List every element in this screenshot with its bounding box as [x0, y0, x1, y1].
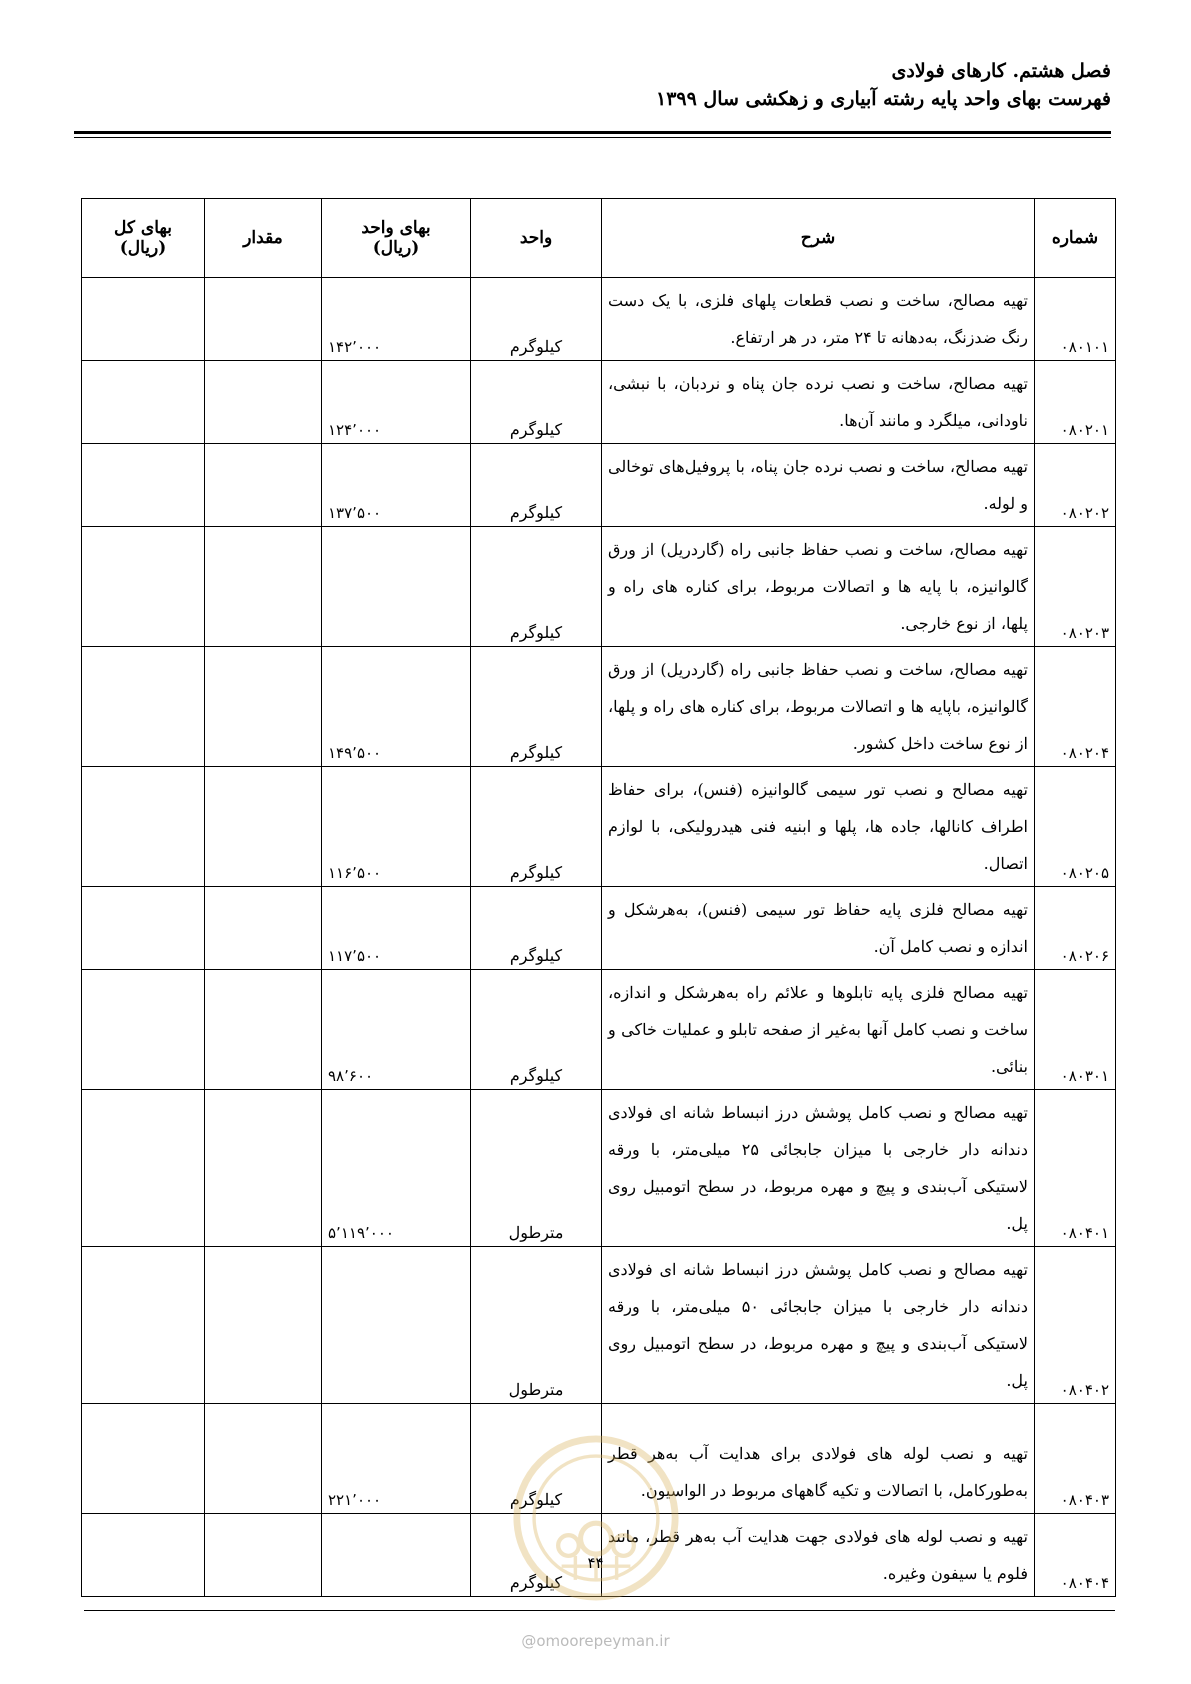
- row-code: ۰۸۰۲۰۶: [1035, 887, 1116, 970]
- row-code: ۰۸۰۲۰۴: [1035, 647, 1116, 767]
- header-unit-price-line2: (ریال): [372, 238, 420, 258]
- row-unit-price: ۱۱۷٬۵۰۰: [322, 887, 471, 970]
- row-unit-price: ۵٬۱۱۹٬۰۰۰: [322, 1090, 471, 1247]
- row-total-price: [82, 1090, 205, 1247]
- row-quantity: [205, 647, 322, 767]
- row-code: ۰۸۰۲۰۱: [1035, 361, 1116, 444]
- row-unit: مترطول: [471, 1090, 602, 1247]
- row-description: تهیه مصالح، ساخت و نصب قطعات پلهای فلزی، با یک دست رنگ ضدزنگ، به‌دهانه تا ۲۴ متر، در هر ارتفاع.: [602, 278, 1035, 361]
- row-unit-price: ۲۲۱٬۰۰۰: [322, 1404, 471, 1514]
- row-total-price: [82, 527, 205, 647]
- table-row: [82, 767, 1116, 887]
- row-description: تهیه مصالح فلزی پایه تابلوها و علائم راه به‌هرشکل و اندازه، ساخت و نصب کامل آنها به‌غیر از صفحه تابلو و عملیات خاکی و بنائی.: [602, 970, 1035, 1090]
- row-total-price: [82, 970, 205, 1090]
- row-quantity: [205, 1090, 322, 1247]
- footer-rule: [84, 1610, 1115, 1611]
- row-code: ۰۸۰۴۰۳: [1035, 1404, 1116, 1514]
- table-header-row: [82, 199, 1116, 278]
- price-list-table: [81, 198, 1116, 1597]
- row-total-price: [82, 444, 205, 527]
- table-row: [82, 361, 1116, 444]
- row-unit-price: ۱۴۲٬۰۰۰: [322, 278, 471, 361]
- row-quantity: [205, 1404, 322, 1514]
- row-total-price: [82, 647, 205, 767]
- page-header: [74, 60, 1111, 110]
- header-unit: واحد: [471, 199, 602, 278]
- header-total-price: بهای کل (ریال): [82, 199, 205, 278]
- row-quantity: [205, 887, 322, 970]
- row-unit: کیلوگرم: [471, 1404, 602, 1514]
- table-body: [82, 278, 1116, 1597]
- row-unit: کیلوگرم: [471, 647, 602, 767]
- table-row: [82, 970, 1116, 1090]
- header-unit-price-line1: بهای واحد: [361, 218, 431, 238]
- table-row: [82, 647, 1116, 767]
- row-quantity: [205, 278, 322, 361]
- row-total-price: [82, 1247, 205, 1404]
- chapter-title: فصل هشتم. کارهای فولادی: [891, 60, 1111, 82]
- row-unit-price: ۱۴۹٬۵۰۰: [322, 647, 471, 767]
- table-row: [82, 1090, 1116, 1247]
- header-quantity: مقدار: [205, 199, 322, 278]
- row-quantity: [205, 970, 322, 1090]
- watermark-seal-icon: [510, 1432, 682, 1604]
- row-total-price: [82, 767, 205, 887]
- row-description: تهیه مصالح، ساخت و نصب نرده جان پناه، با پروفیل‌های توخالی و لوله.: [602, 444, 1035, 527]
- row-total-price: [82, 278, 205, 361]
- row-unit: کیلوگرم: [471, 361, 602, 444]
- row-description: تهیه و نصب لوله های فولادی جهت هدایت آب به‌هر قطر، مانند فلوم یا سیفون وغیره.: [602, 1514, 1035, 1597]
- table-row: [82, 444, 1116, 527]
- table-row: [82, 527, 1116, 647]
- row-code: ۰۸۰۲۰۵: [1035, 767, 1116, 887]
- table-row: [82, 887, 1116, 970]
- row-code: ۰۸۰۲۰۳: [1035, 527, 1116, 647]
- header-code: شماره: [1035, 199, 1116, 278]
- row-unit-price: ۱۳۷٬۵۰۰: [322, 444, 471, 527]
- header-rule-thick: [74, 131, 1111, 134]
- row-code: ۰۸۰۲۰۲: [1035, 444, 1116, 527]
- row-code: ۰۸۰۴۰۱: [1035, 1090, 1116, 1247]
- row-description: تهیه مصالح، ساخت و نصب نرده جان پناه و نردبان، با نبشی، ناودانی، میلگرد و مانند آن‌ها.: [602, 361, 1035, 444]
- row-quantity: [205, 1247, 322, 1404]
- header-description: شرح: [602, 199, 1035, 278]
- row-unit: کیلوگرم: [471, 970, 602, 1090]
- row-unit: کیلوگرم: [471, 1514, 602, 1597]
- row-total-price: [82, 361, 205, 444]
- row-unit-price: ۹۸٬۶۰۰: [322, 970, 471, 1090]
- row-unit: مترطول: [471, 1247, 602, 1404]
- row-description: تهیه مصالح و نصب کامل پوشش درز انبساط شانه ای فولادی دندانه دار خارجی با میزان جابجائی ۵۰ میلی‌متر، با ورقه لاستیکی آب‌بندی و پیچ و مهره مربوط، در سطح اتومبیل روی پل.: [602, 1247, 1035, 1404]
- row-unit-price: [322, 1247, 471, 1404]
- row-unit: کیلوگرم: [471, 887, 602, 970]
- row-quantity: [205, 361, 322, 444]
- row-description: تهیه مصالح، ساخت و نصب حفاظ جانبی راه (گاردریل) از ورق گالوانیزه، باپایه ها و اتصالات مربوط، برای کناره های راه و پلها، از نوع ساخت داخل کشور.: [602, 647, 1035, 767]
- row-description: تهیه مصالح، ساخت و نصب حفاظ جانبی راه (گاردریل) از ورق گالوانیزه، با پایه ها و اتصالات مربوط، برای کناره های راه و پلها، از نوع خارجی.: [602, 527, 1035, 647]
- row-unit-price: ۱۲۴٬۰۰۰: [322, 361, 471, 444]
- row-quantity: [205, 767, 322, 887]
- row-unit: کیلوگرم: [471, 767, 602, 887]
- row-description: تهیه مصالح و نصب کامل پوشش درز انبساط شانه ای فولادی دندانه دار خارجی با میزان جابجائی ۲۵ میلی‌متر، با ورقه لاستیکی آب‌بندی و پیچ و مهره مربوط، در سطح اتومبیل روی پل.: [602, 1090, 1035, 1247]
- row-unit-price: ۱۱۶٬۵۰۰: [322, 767, 471, 887]
- page-number: ۴۴: [587, 1554, 604, 1572]
- row-description: تهیه مصالح فلزی پایه حفاظ تور سیمی (فنس)، به‌هرشکل و اندازه و نصب کامل آن.: [602, 887, 1035, 970]
- row-unit: کیلوگرم: [471, 278, 602, 361]
- row-unit-price: [322, 527, 471, 647]
- document-title: فهرست بهای واحد پایه رشته آبیاری و زهکشی سال ۱۳۹۹: [655, 88, 1111, 110]
- header-unit-price: [322, 199, 471, 278]
- table-row: [82, 278, 1116, 361]
- row-total-price: [82, 887, 205, 970]
- table-row: [82, 1247, 1116, 1404]
- header-rule-thin: [74, 137, 1111, 138]
- row-quantity: [205, 444, 322, 527]
- row-code: ۰۸۰۱۰۱: [1035, 278, 1116, 361]
- row-unit: کیلوگرم: [471, 527, 602, 647]
- row-code: ۰۸۰۳۰۱: [1035, 970, 1116, 1090]
- row-code: ۰۸۰۴۰۴: [1035, 1514, 1116, 1597]
- watermark-text: @omoorepeyman.ir: [521, 1632, 670, 1650]
- row-quantity: [205, 527, 322, 647]
- row-description: تهیه مصالح و نصب تور سیمی گالوانیزه (فنس)، برای حفاظ اطراف کانالها، جاده ها، پلها و ابنیه فنی هیدرولیکی، با لوازم اتصال.: [602, 767, 1035, 887]
- row-description: تهیه و نصب لوله های فولادی برای هدایت آب به‌هر قطر به‌طورکامل، با اتصالات و تکیه گاههای مربوط در الواسیون.: [602, 1404, 1035, 1514]
- row-total-price: [82, 1404, 205, 1514]
- row-unit: کیلوگرم: [471, 444, 602, 527]
- row-code: ۰۸۰۴۰۲: [1035, 1247, 1116, 1404]
